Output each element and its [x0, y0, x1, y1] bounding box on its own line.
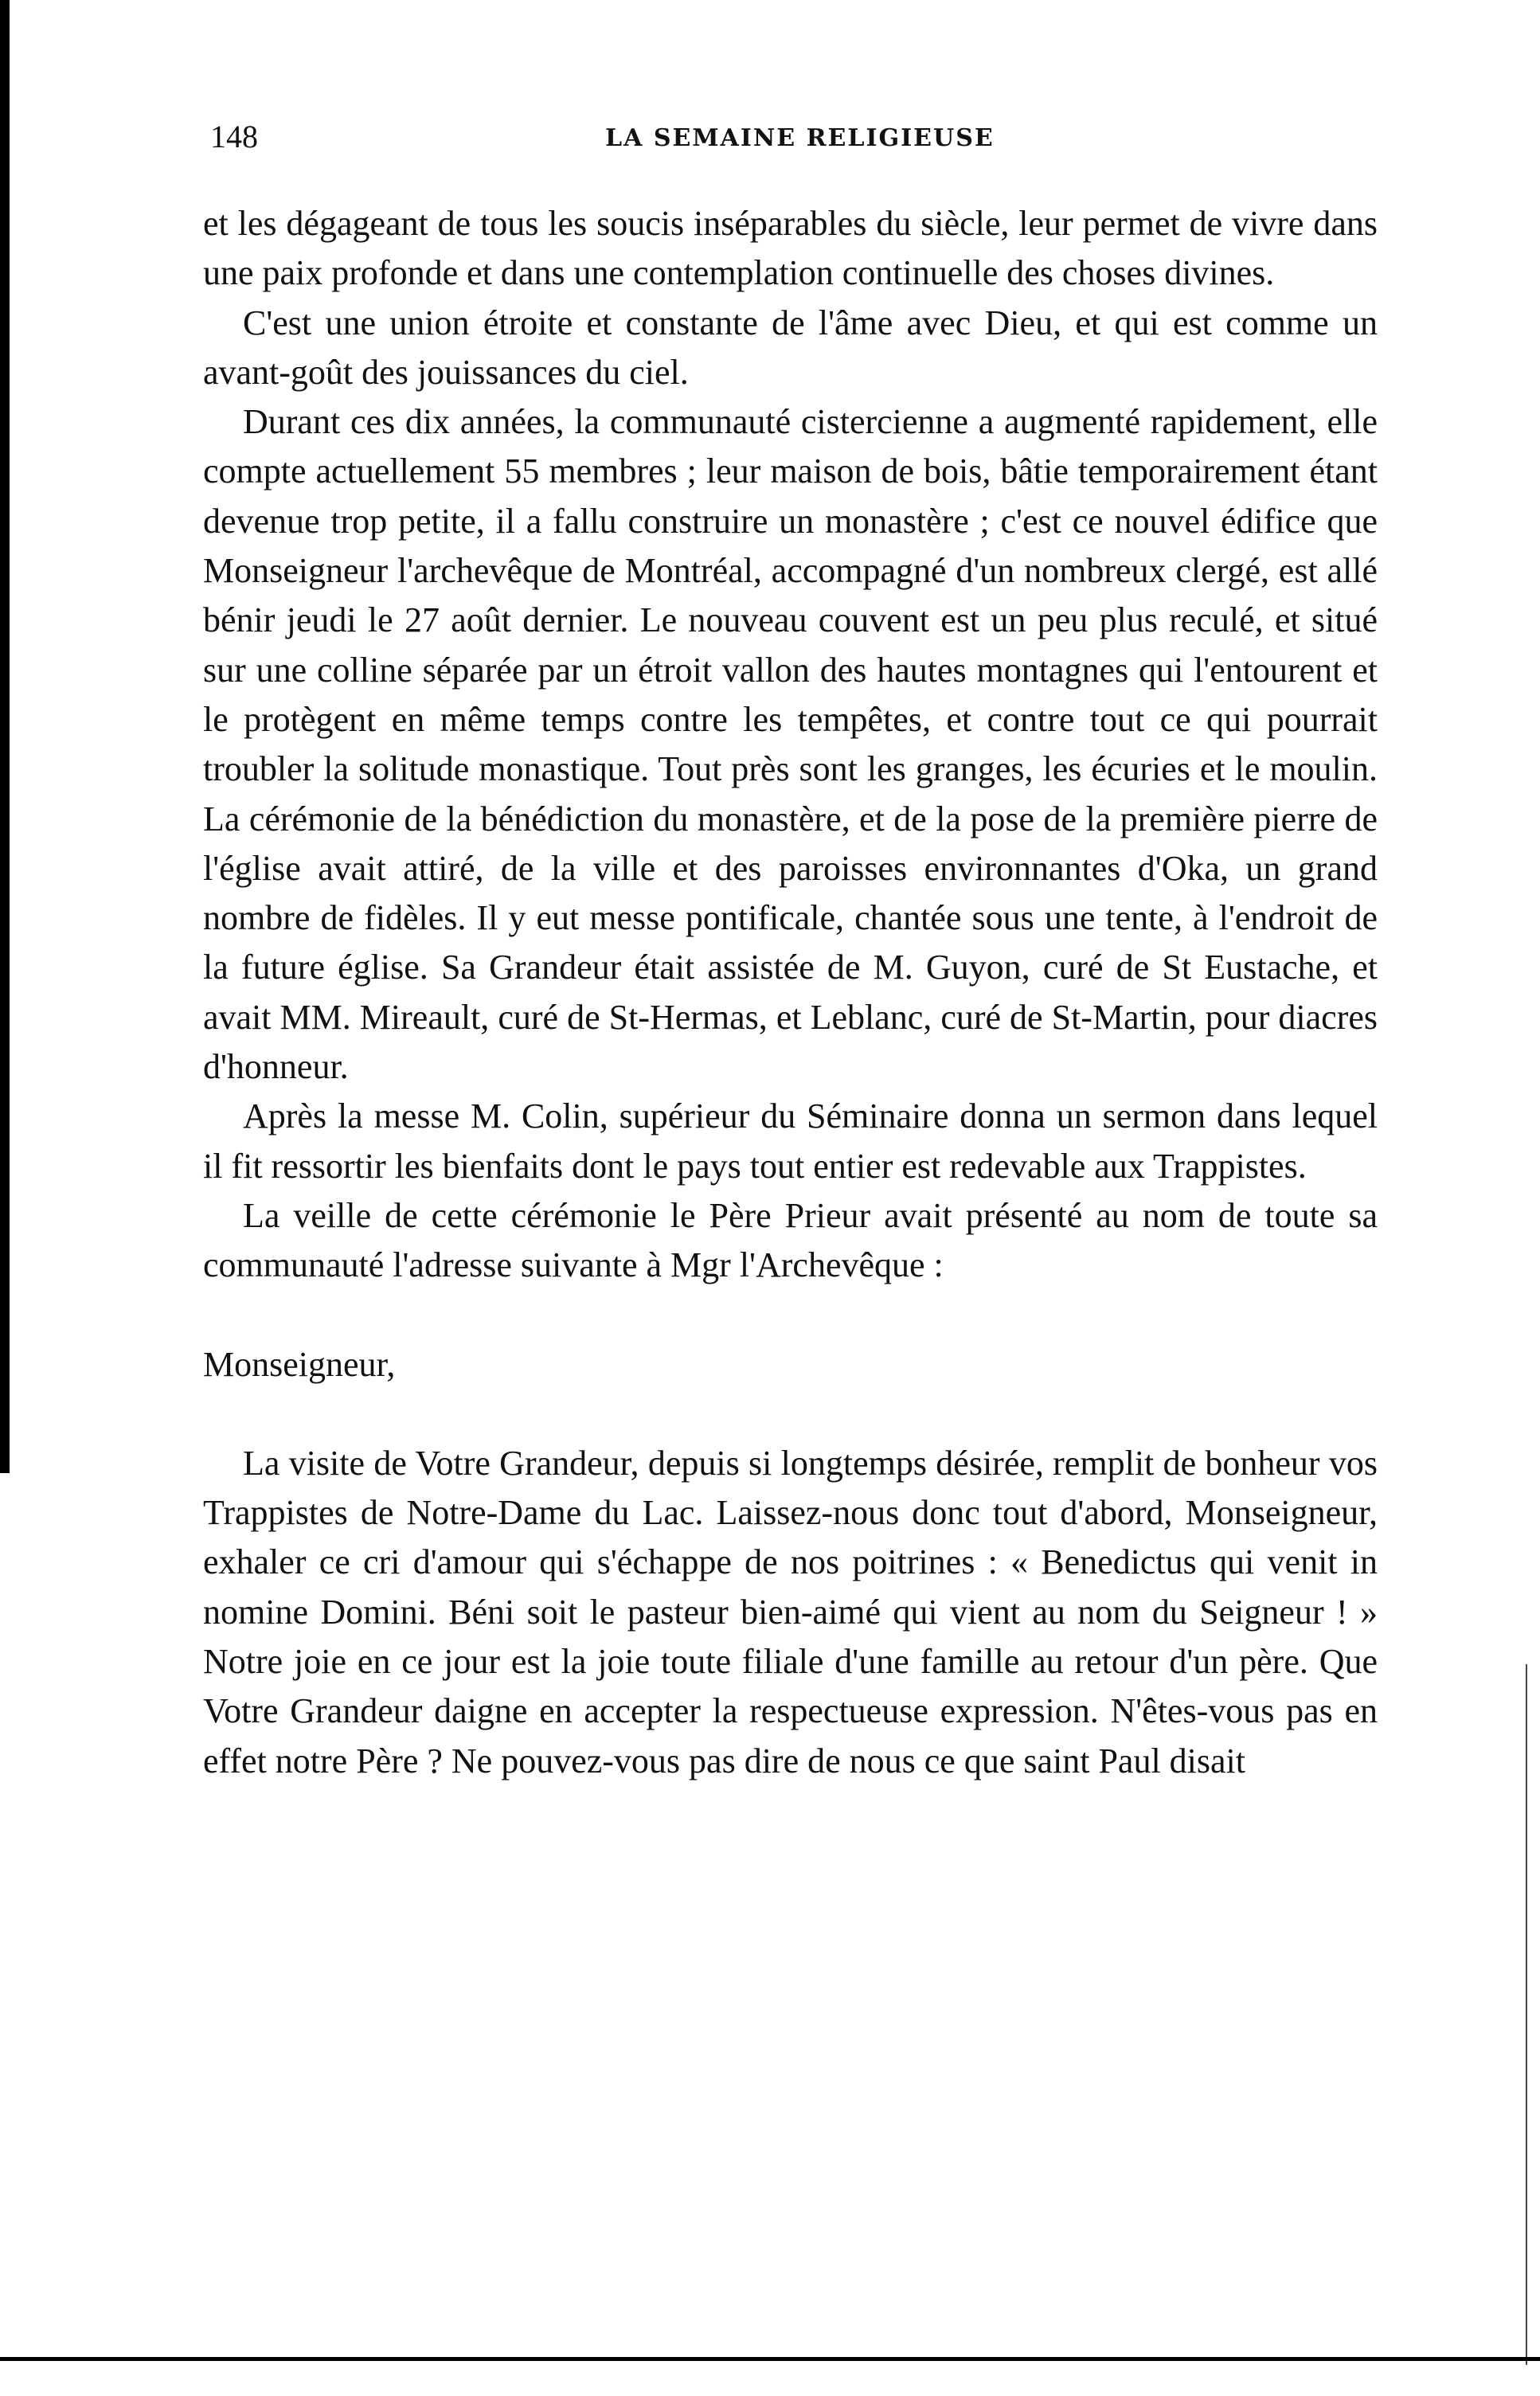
- scan-right-mark: [1526, 1664, 1527, 2365]
- paragraph-address-intro: La veille de cette cérémonie le Père Prieur avait présenté au nom de toute sa communauté l'adresse suivante à Mgr l'Archevêque :: [203, 1195, 1378, 1285]
- scan-left-edge: [0, 0, 10, 1473]
- paragraph-union: C'est une union étroite et constante de l'âme avec Dieu, et qui est comme un avant-goût des jouissances du ciel.: [203, 303, 1378, 392]
- salutation: Monseigneur,: [203, 1344, 396, 1384]
- paragraph-sermon: Après la messe M. Colin, supérieur du Séminaire donna un sermon dans lequel il fit ressortir les bienfaits dont le pays tout entier est redevable aux Trappistes.: [203, 1096, 1378, 1186]
- paragraph-address: La visite de Votre Grandeur, depuis si longtemps désirée, remplit de bonheur vos Trappistes de Notre-Dame du Lac. Laissez-nous donc tout d'abord, Monseigneur, exhaler ce cri d'amour qui s'échappe de nos poitrines : « Benedictus qui venit in nomine Domini. Béni soit le pasteur bien-aimé qui vient au nom du Seigneur ! » Notre joie en ce jour est la joie toute filiale d'une famille au retour d'un père. Que Votre Grandeur daigne en accepter la respectueuse expression. N'êtes-vous pas en effet notre Père ? Ne pouvez-vous pas dire de nous ce que saint Paul disait: [203, 1443, 1378, 1780]
- bottom-rule: [0, 2357, 1540, 2361]
- page-header: [199, 118, 1393, 166]
- body-text: [203, 199, 1378, 1786]
- page-number: 148: [210, 119, 258, 154]
- paragraph-community-growth: Durant ces dix années, la communauté cistercienne a augmenté rapidement, elle compte actuellement 55 membres ; leur maison de bois, bâtie temporairement étant devenue trop petite, il a fallu construire un monastère ; c'est ce nouvel édifice que Monseigneur l'archevêque de Montréal, accompagné d'un nombreux clergé, est allé bénir jeudi le 27 août dernier. Le nouveau couvent est un peu plus reculé, et situé sur une colline séparée par un étroit vallon des hautes montagnes qui l'entourent et le protègent en même temps contre les tempêtes, et contre tout ce qui pourrait troubler la solitude monastique. Tout près sont les granges, les écuries et le moulin. La cérémonie de la bénédiction du monastère, et de la pose de la première pierre de l'église avait attiré, de la ville et des paroisses environnantes d'Oka, un grand nombre de fidèles. Il y eut messe pontificale, chantée sous une tente, à l'endroit de la future église. Sa Grandeur était assistée de M. Guyon, curé de St Eustache, et avait MM. Mireault, curé de St-Hermas, et Leblanc, curé de St-Martin, pour diacres d'honneur.: [203, 402, 1378, 1087]
- running-head: LA SEMAINE RELIGIEUSE: [605, 124, 995, 152]
- paragraph-continuation: et les dégageant de tous les soucis inséparables du siècle, leur permet de vivre dans une paix profonde et dans une contemplation continuelle des choses divines.: [203, 204, 1378, 293]
